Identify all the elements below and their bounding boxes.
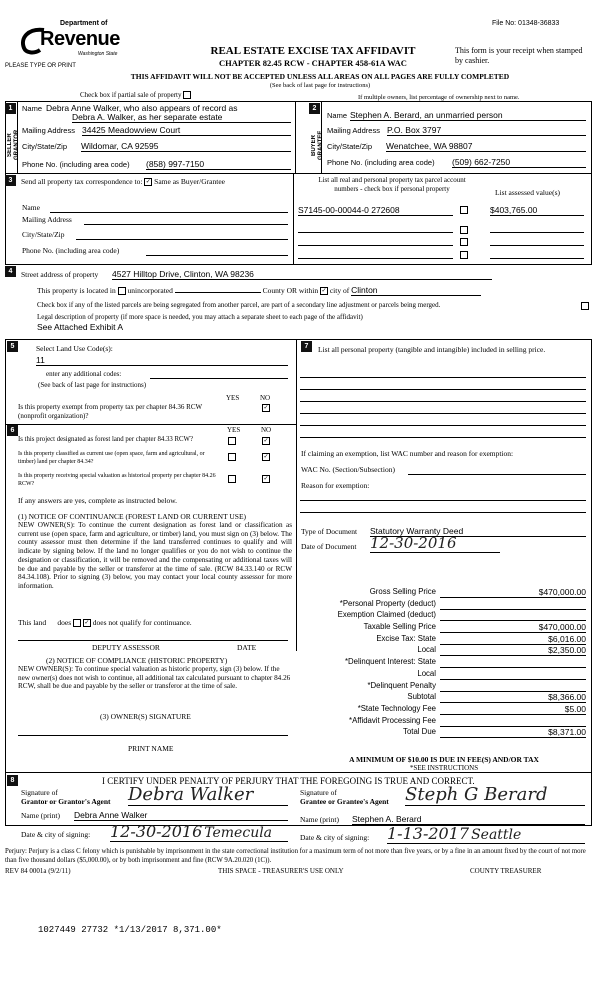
segregated-text: Check box if any of the listed parcels are being segregated from another parcel, are part of a secondary line adjustment or parcels being merged. — [37, 301, 441, 309]
city-checkbox[interactable]: ✓ — [321, 287, 327, 295]
divider — [17, 101, 18, 173]
land-use-label: Select Land Use Code(s): — [36, 344, 113, 353]
located-in — [37, 285, 481, 296]
grantor-sig-label — [21, 788, 111, 806]
seller-side-label: SELLER GRANTOR — [7, 129, 20, 161]
parcel-4-checkbox[interactable] — [460, 251, 468, 259]
minimum-due: A MINIMUM OF $10.00 IS DUE IN FEE(S) AND/OR TAX — [349, 755, 539, 764]
parcel-1-checkbox[interactable] — [460, 206, 468, 214]
assessed-header: List assessed value(s) — [495, 188, 560, 197]
buyer-city-field[interactable]: Wenatchee, WA 98807 — [386, 141, 586, 152]
grantor-name-field[interactable]: Debra Anne Walker — [74, 810, 288, 821]
totals-table — [300, 587, 588, 739]
grantor-sig-label1: Signature of — [21, 788, 58, 797]
personal-property-line-6[interactable] — [300, 437, 586, 438]
seller-name-label: Name — [22, 104, 43, 113]
totals-label: Local — [417, 668, 436, 678]
totals-row — [300, 610, 588, 622]
historic-question: Is this property receiving special valuation as historical property per chapter 84.26 RCW? — [18, 473, 216, 487]
totals-value[interactable]: $8,371.00 — [440, 727, 586, 738]
parcel-number-field[interactable]: S7145-00-00044-0 272608 — [298, 205, 453, 216]
seller-city-label: City/State/Zip — [22, 142, 68, 151]
totals-label: Local — [417, 645, 436, 655]
totals-label: Excise Tax: State — [376, 633, 436, 643]
totals-value[interactable] — [440, 716, 586, 727]
this-land-label: This land — [18, 618, 47, 627]
totals-label: *State Technology Fee — [357, 703, 436, 713]
corr-phone-label: Phone No. (including area code) — [22, 246, 120, 255]
personal-property-line-4[interactable] — [300, 413, 586, 414]
grantor-date-city[interactable] — [110, 822, 288, 842]
grantee-print-label: Name (print) — [300, 815, 339, 824]
reason-line-2[interactable] — [300, 512, 586, 513]
sec6-yes-header: YES — [227, 426, 241, 434]
grantor-city-field[interactable]: Temecula — [204, 825, 273, 841]
city-of-label: city of — [329, 286, 350, 295]
please-type: PLEASE TYPE OR PRINT — [5, 63, 76, 69]
personal-property-line-3[interactable] — [300, 401, 586, 402]
sec5-no-header: NO — [260, 394, 271, 402]
buyer-phone-label: Phone No. (including area code) — [327, 158, 435, 167]
buyer-mailing-label: Mailing Address — [327, 126, 380, 135]
grantee-date-field[interactable]: 1-13-2017 — [387, 824, 470, 843]
certify-text: I CERTIFY UNDER PENALTY OF PERJURY THAT THE FOREGOING IS TRUE AND CORRECT. — [102, 776, 475, 786]
street-address-field[interactable]: 4527 Hilltop Drive, Clinton, WA 98236 — [112, 269, 492, 280]
exempt-question: Is this property exempt from property tax per chapter 84.36 RCW (nonprofit organization)? — [18, 403, 202, 420]
totals-row — [300, 692, 588, 704]
parcel-2-checkbox[interactable] — [460, 226, 468, 234]
doc-date-label: Date of Document — [301, 542, 357, 551]
multiple-owners-note: If multiple owners, list percentage of ownership next to name. — [358, 94, 520, 101]
corr-name-line[interactable] — [50, 212, 288, 213]
segregated-checkbox[interactable] — [581, 302, 589, 310]
personal-property-label: List all personal property (tangible and intangible) included in selling price. — [318, 345, 546, 354]
reason-line-1[interactable] — [300, 500, 586, 501]
corr-phone-line[interactable] — [146, 255, 288, 256]
grantee-city-field[interactable]: Seattle — [471, 827, 522, 843]
totals-value[interactable]: $470,000.00 — [440, 622, 586, 633]
grantor-date-field[interactable]: 12-30-2016 — [110, 822, 203, 841]
totals-value[interactable]: $6,016.00 — [440, 634, 586, 645]
grantor-date-label: Date & city of signing: — [21, 830, 91, 839]
city-field[interactable]: Clinton — [351, 285, 481, 296]
totals-label: Total Due — [403, 727, 436, 737]
additional-codes-label: enter any additional codes: — [46, 370, 122, 378]
corr-city-label: City/State/Zip — [22, 230, 65, 239]
totals-row — [300, 587, 588, 599]
section-4-number: 4 — [5, 266, 16, 277]
historic-yes-checkbox[interactable] — [228, 475, 236, 483]
if-yes-text: If any answers are yes, complete as instructed below. — [18, 496, 178, 505]
partial-sale-checkbox[interactable] — [183, 91, 191, 99]
reason-label: Reason for exemption: — [301, 481, 370, 490]
totals-row — [300, 704, 588, 716]
send-label: Send all property tax correspondence to: — [21, 177, 143, 186]
totals-row — [300, 681, 588, 693]
grantee-sig-label — [300, 788, 389, 806]
forest-yes-checkbox[interactable] — [228, 437, 236, 445]
does-not-checkbox[interactable]: ✓ — [84, 619, 90, 627]
seller-name-line1[interactable]: Debra Anne Walker, who also appears of record as — [46, 103, 238, 113]
current-use-yes-checkbox[interactable] — [228, 453, 236, 461]
personal-property-line-5[interactable] — [300, 425, 586, 426]
exemption-claim-label: If claiming an exemption, list WAC number and reason for exemption: — [301, 449, 514, 458]
additional-codes-line[interactable] — [150, 378, 288, 379]
exempt-yes-checkbox[interactable] — [229, 404, 235, 410]
forest-land-question: Is this project designated as forest land per chapter 84.33 RCW? — [18, 436, 193, 443]
unincorporated-label: unincorporated — [127, 286, 173, 295]
grantee-sig-label1: Signature of — [300, 788, 337, 797]
exempt-no-checkbox[interactable]: ✓ — [263, 404, 269, 411]
send-correspondence — [21, 177, 225, 186]
totals-value[interactable] — [440, 681, 586, 692]
corr-name-label: Name — [22, 203, 40, 212]
treasurer-space-label: THIS SPACE - TREASURER'S USE ONLY — [218, 867, 344, 875]
parcel-header-line1: List all real and personal property tax parcel account — [318, 176, 466, 184]
dept-line3: Washington State — [78, 51, 118, 57]
does-checkbox[interactable] — [73, 619, 81, 627]
land-use-see-back: (See back of last page for instructions) — [38, 381, 147, 389]
does-not-label: does not qualify for continuance. — [92, 618, 192, 627]
sec5-yes-header: YES — [226, 394, 240, 402]
notice2-title: (2) NOTICE OF COMPLIANCE (HISTORIC PROPERTY) — [46, 656, 228, 665]
buyer-city-label: City/State/Zip — [327, 142, 373, 151]
same-as-buyer-label: Same as Buyer/Grantee — [154, 177, 225, 186]
totals-row — [300, 727, 588, 739]
owner-signature-label: (3) OWNER(S) SIGNATURE — [100, 712, 191, 721]
see-back-text: (See back of last page for instructions) — [269, 82, 371, 89]
county-or-label: County OR within — [262, 286, 319, 295]
grantee-date-city[interactable] — [387, 824, 585, 844]
file-number: File No: 01348-36833 — [492, 20, 560, 27]
buyer-name-label: Name — [327, 111, 348, 120]
located-pre: This property is located in — [37, 286, 116, 295]
legal-description[interactable]: See Attached Exhibit A — [37, 322, 124, 332]
totals-label: *Delinquent Interest: State — [344, 657, 436, 667]
grantor-print-label: Name (print) — [21, 811, 60, 820]
totals-value[interactable]: $5.00 — [440, 704, 586, 715]
corr-city-line[interactable] — [76, 239, 288, 240]
dept-line2: Revenue — [40, 28, 120, 50]
totals-value[interactable]: $2,350.00 — [440, 645, 586, 656]
totals-label: *Delinquent Penalty — [367, 680, 436, 690]
personal-property-line-1[interactable] — [300, 377, 586, 378]
land-use-field[interactable]: 11 — [36, 355, 288, 366]
section-8-number: 8 — [7, 775, 18, 786]
divider — [296, 339, 297, 651]
historic-no-checkbox[interactable]: ✓ — [263, 475, 269, 482]
section-6-number: 6 — [7, 425, 18, 436]
grantee-signature[interactable]: Steph G Berard — [405, 784, 585, 806]
seller-city-field[interactable]: Wildomar, CA 92595 — [81, 141, 291, 152]
totals-label: Subtotal — [407, 692, 436, 702]
wac-line[interactable] — [408, 474, 586, 475]
see-instructions: *SEE INSTRUCTIONS — [409, 764, 479, 772]
section-3-number: 3 — [5, 175, 16, 186]
seller-name-line2[interactable]: Debra A. Walker, as her separate estate — [72, 112, 291, 123]
deputy-sign-line[interactable] — [18, 640, 288, 641]
parcel-line-2[interactable] — [298, 232, 453, 233]
buyer-name-field[interactable]: Stephen A. Berard, an unmarried person — [350, 110, 586, 121]
receipt-note: This form is your receipt when stamped by cashier. — [455, 46, 583, 65]
rev-number: REV 84 0001a (9/2/11) — [5, 867, 71, 875]
perjury-text: Perjury: Perjury is a class C felony which is punishable by imprisonment in the state correctional institution for a maximum term of not more than five years, or by a fine in an amount fixed by the court of not more than five thousand dollars ($5,000.00), or by both imprisonment and fine (RCW 9A.20.020 (1C)). — [5, 848, 586, 864]
notice2-body: NEW OWNER(S): To continue special valuation as historic property, sign (3) below. If the new owner(s) does not wish to continue, all additional tax calculated pursuant to chapter 84.26 RCW, shall be due and payable by the seller or transferor at the time of sale. — [18, 665, 291, 691]
seller-phone-field[interactable]: (858) 997-7150 — [146, 159, 291, 170]
partial-sale-text: Check box if partial sale of property — [80, 91, 182, 99]
totals-label: *Affidavit Processing Fee — [349, 715, 436, 725]
assessed-line-4[interactable] — [490, 258, 584, 259]
doc-type-field[interactable]: Statutory Warranty Deed — [370, 526, 586, 537]
sec6-no-header: NO — [261, 426, 272, 434]
current-use-no-checkbox[interactable]: ✓ — [263, 453, 269, 460]
notice1-title: (1) NOTICE OF CONTINUANCE (FOREST LAND OR CURRENT USE) — [18, 512, 247, 521]
partial-sale-label — [80, 91, 191, 99]
assessed-line-3[interactable] — [490, 245, 584, 246]
parcel-line-4[interactable] — [298, 258, 453, 259]
totals-row — [300, 599, 588, 611]
grantee-agent-label: Grantee or Grantee's Agent — [300, 797, 389, 806]
county-field[interactable] — [175, 292, 261, 293]
notice1-body: NEW OWNER(S): To continue the current designation as forest land or classification as current use (open space, farm and agriculture, or timber) land, you must sign on (3) below. The county assessor must then determine if the land transferred continues to qualify and will indicate by signing below. If the land no longer qualifies or you do not wish to continue the designation or classification, it will be removed and the compensating or additional taxes will be due and payable by the seller or transferor at the time of sale. (RCW 84.33.140 or RCW 84.34.108). Prior to signing (3) below, you may contact your local county assessor for more information. — [18, 521, 292, 590]
grantee-name-field[interactable]: Stephen A. Berard — [352, 814, 585, 825]
owner-signature-line[interactable] — [18, 735, 288, 736]
parcel-header — [297, 176, 487, 194]
grantor-agent-label: Grantor or Grantor's Agent — [21, 797, 111, 806]
parcel-header-line2: numbers - check box if personal property — [334, 185, 450, 193]
doc-date-field[interactable]: 12-30-2016 — [370, 534, 500, 553]
parcel-line-3[interactable] — [298, 245, 453, 246]
seller-phone-label: Phone No. (including area code) — [22, 160, 130, 169]
street-label: Street address of property — [21, 270, 99, 279]
totals-label: *Personal Property (deduct) — [339, 598, 436, 608]
totals-value[interactable] — [440, 610, 586, 621]
totals-row — [300, 669, 588, 681]
personal-property-line-2[interactable] — [300, 389, 586, 390]
segregated-line — [37, 301, 440, 309]
print-name-label: PRINT NAME — [128, 744, 174, 753]
current-use-question: Is this property classified as current use (open space, farm and agricultural, or timber) land per chapter 84.34? — [18, 451, 205, 465]
totals-label: Taxable Selling Price — [363, 622, 436, 632]
buyer-side-label: BUYER GRANTEE — [311, 130, 324, 160]
unincorporated-checkbox[interactable] — [118, 287, 126, 295]
grantor-signature[interactable]: Debra Walker — [128, 784, 288, 806]
dept-line1: Department of — [60, 20, 108, 27]
totals-label: Gross Selling Price — [369, 587, 436, 596]
deputy-date-label: DATE — [237, 643, 257, 652]
buyer-phone-field[interactable]: (509) 662-7250 — [452, 157, 586, 168]
totals-row — [300, 645, 588, 657]
totals-label: Exemption Claimed (deduct) — [337, 610, 436, 620]
treasurer-stamp: 1027449 27732 *1/13/2017 8,371.00* — [38, 925, 222, 935]
corr-mailing-label: Mailing Address — [22, 215, 72, 224]
assessed-value-field[interactable]: $403,765.00 — [490, 205, 584, 216]
doc-type-label: Type of Document — [301, 527, 358, 536]
county-treasurer-label: COUNTY TREASURER — [470, 867, 542, 875]
warning-text: THIS AFFIDAVIT WILL NOT BE ACCEPTED UNLESS ALL AREAS ON ALL PAGES ARE FULLY COMPLETED — [130, 72, 510, 81]
divider — [293, 173, 294, 264]
divider — [5, 424, 296, 425]
legal-label: Legal description of property (if more space is needed, you may attach a separate sheet to each page of the affidavit) — [37, 313, 363, 321]
totals-value[interactable]: $8,366.00 — [440, 692, 586, 703]
seller-mailing-field[interactable]: 34425 Meadowview Court — [82, 125, 291, 136]
buyer-mailing-field[interactable]: P.O. Box 3797 — [387, 125, 586, 136]
parcel-3-checkbox[interactable] — [460, 238, 468, 246]
section-2-number: 2 — [309, 103, 320, 114]
totals-row — [300, 622, 588, 634]
divider — [321, 101, 322, 173]
dor-logo — [18, 18, 128, 60]
section-7-number: 7 — [301, 341, 312, 352]
totals-value[interactable]: $470,000.00 — [440, 587, 586, 598]
divider — [295, 101, 296, 173]
assessed-line-2[interactable] — [490, 232, 584, 233]
totals-row — [300, 716, 588, 728]
same-as-buyer-checkbox[interactable]: ✓ — [145, 178, 151, 186]
form-title: REAL ESTATE EXCISE TAX AFFIDAVIT — [210, 45, 416, 57]
section-1-number: 1 — [5, 103, 16, 114]
wac-label: WAC No. (Section/Subsection) — [301, 465, 395, 474]
totals-value[interactable] — [440, 599, 586, 610]
does-label: does — [57, 618, 72, 627]
grantee-date-label: Date & city of signing: — [300, 833, 370, 842]
totals-value[interactable] — [440, 669, 586, 680]
land-qualify-line — [18, 618, 192, 627]
forest-no-checkbox[interactable]: ✓ — [263, 437, 269, 444]
section-5-number: 5 — [7, 341, 18, 352]
seller-mailing-label: Mailing Address — [22, 126, 75, 135]
corr-mailing-line[interactable] — [84, 224, 288, 225]
totals-row — [300, 634, 588, 646]
totals-value[interactable] — [440, 657, 586, 668]
deputy-assessor-label: DEPUTY ASSESSOR — [92, 643, 160, 652]
totals-row — [300, 657, 588, 669]
form-subtitle: CHAPTER 82.45 RCW - CHAPTER 458-61A WAC — [219, 58, 407, 68]
